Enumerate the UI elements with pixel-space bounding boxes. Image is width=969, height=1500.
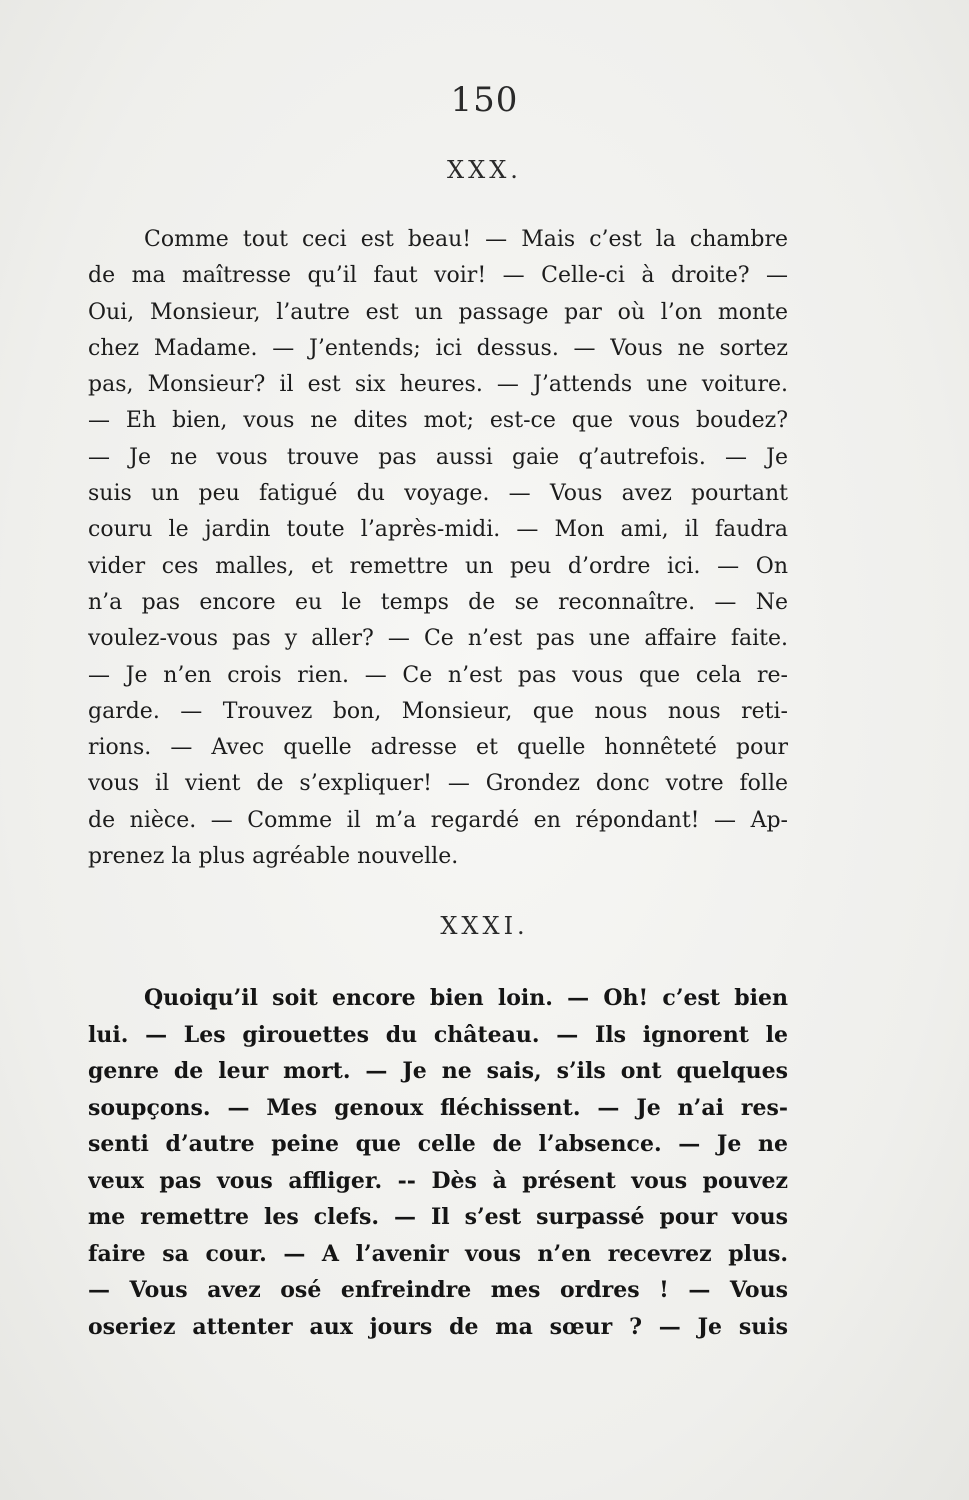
text-line: chez Madame. — J’entends; ici dessus. — Vous ne sortez — [88, 335, 788, 361]
text-line: voulez-vous pas y aller? — Ce n’est pas une affaire faite. — [88, 626, 788, 652]
text-line: senti d’autre peine que celle de l’absence. — Je ne — [88, 1131, 788, 1157]
page-number: 150 — [450, 80, 519, 120]
text-line: vous il vient de s’expliquer! — Grondez donc votre folle — [88, 771, 788, 797]
text-line: couru le jardin toute l’après-midi. — Mon ami, il faudra — [88, 517, 788, 543]
text-line: Quoiqu’il soit encore bien loin. — Oh! c’est bien — [144, 985, 788, 1011]
text-line: genre de leur mort. — Je ne sais, s’ils ont quelques — [88, 1058, 788, 1084]
text-line: Oui, Monsieur, l’autre est un passage par où l’on monte — [88, 299, 788, 325]
text-line: pas, Monsieur? il est six heures. — J’attends une voiture. — [88, 372, 788, 398]
text-line: garde. — Trouvez bon, Monsieur, que nous nous reti- — [88, 698, 788, 724]
text-line: faire sa cour. — A l’avenir vous n’en recevrez plus. — [88, 1240, 788, 1267]
section-heading: XXX. — [447, 156, 522, 184]
text-line: rions. — Avec quelle adresse et quelle honnêteté pour — [88, 735, 788, 761]
text-line: — Je n’en crois rien. — Ce n’est pas vous que cela re- — [88, 662, 788, 688]
text-line: vider ces malles, et remettre un peu d’ordre ici. — On — [88, 553, 788, 579]
text-line: — Je ne vous trouve pas aussi gaie q’autrefois. — Je — [88, 444, 788, 470]
text-line: me remettre les clefs. — Il s’est surpassé pour vous — [88, 1204, 788, 1230]
section-text — [88, 222, 788, 875]
text-line: prenez la plus agréable nouvelle. — [88, 844, 459, 870]
text-line: veux pas vous affliger. -- Dès à présent vous pouvez — [88, 1167, 788, 1194]
text-line: de ma maîtresse qu’il faut voir! — Celle-ci à droite? — — [88, 263, 788, 289]
text-line: — Vous avez osé enfreindre mes ordres ! — Vous — [88, 1277, 788, 1303]
section-heading: XXXI. — [440, 912, 529, 940]
section-text — [88, 980, 788, 1345]
text-line: lui. — Les girouettes du château. — Ils ignorent le — [88, 1021, 788, 1048]
text-line: soupçons. — Mes genoux fléchissent. — Je n’ai res- — [88, 1094, 788, 1121]
text-line: — Eh bien, vous ne dites mot; est-ce que vous boudez? — [88, 408, 788, 434]
text-line: oseriez attenter aux jours de ma sœur ? — Je suis — [88, 1313, 788, 1340]
text-line: suis un peu fatigué du voyage. — Vous avez pourtant — [88, 481, 788, 507]
text-line: de nièce. — Comme il m’a regardé en répondant! — Ap- — [88, 807, 788, 833]
text-line: n’a pas encore eu le temps de se reconnaître. — Ne — [88, 589, 788, 615]
text-line: Comme tout ceci est beau! — Mais c’est la chambre — [144, 227, 788, 252]
